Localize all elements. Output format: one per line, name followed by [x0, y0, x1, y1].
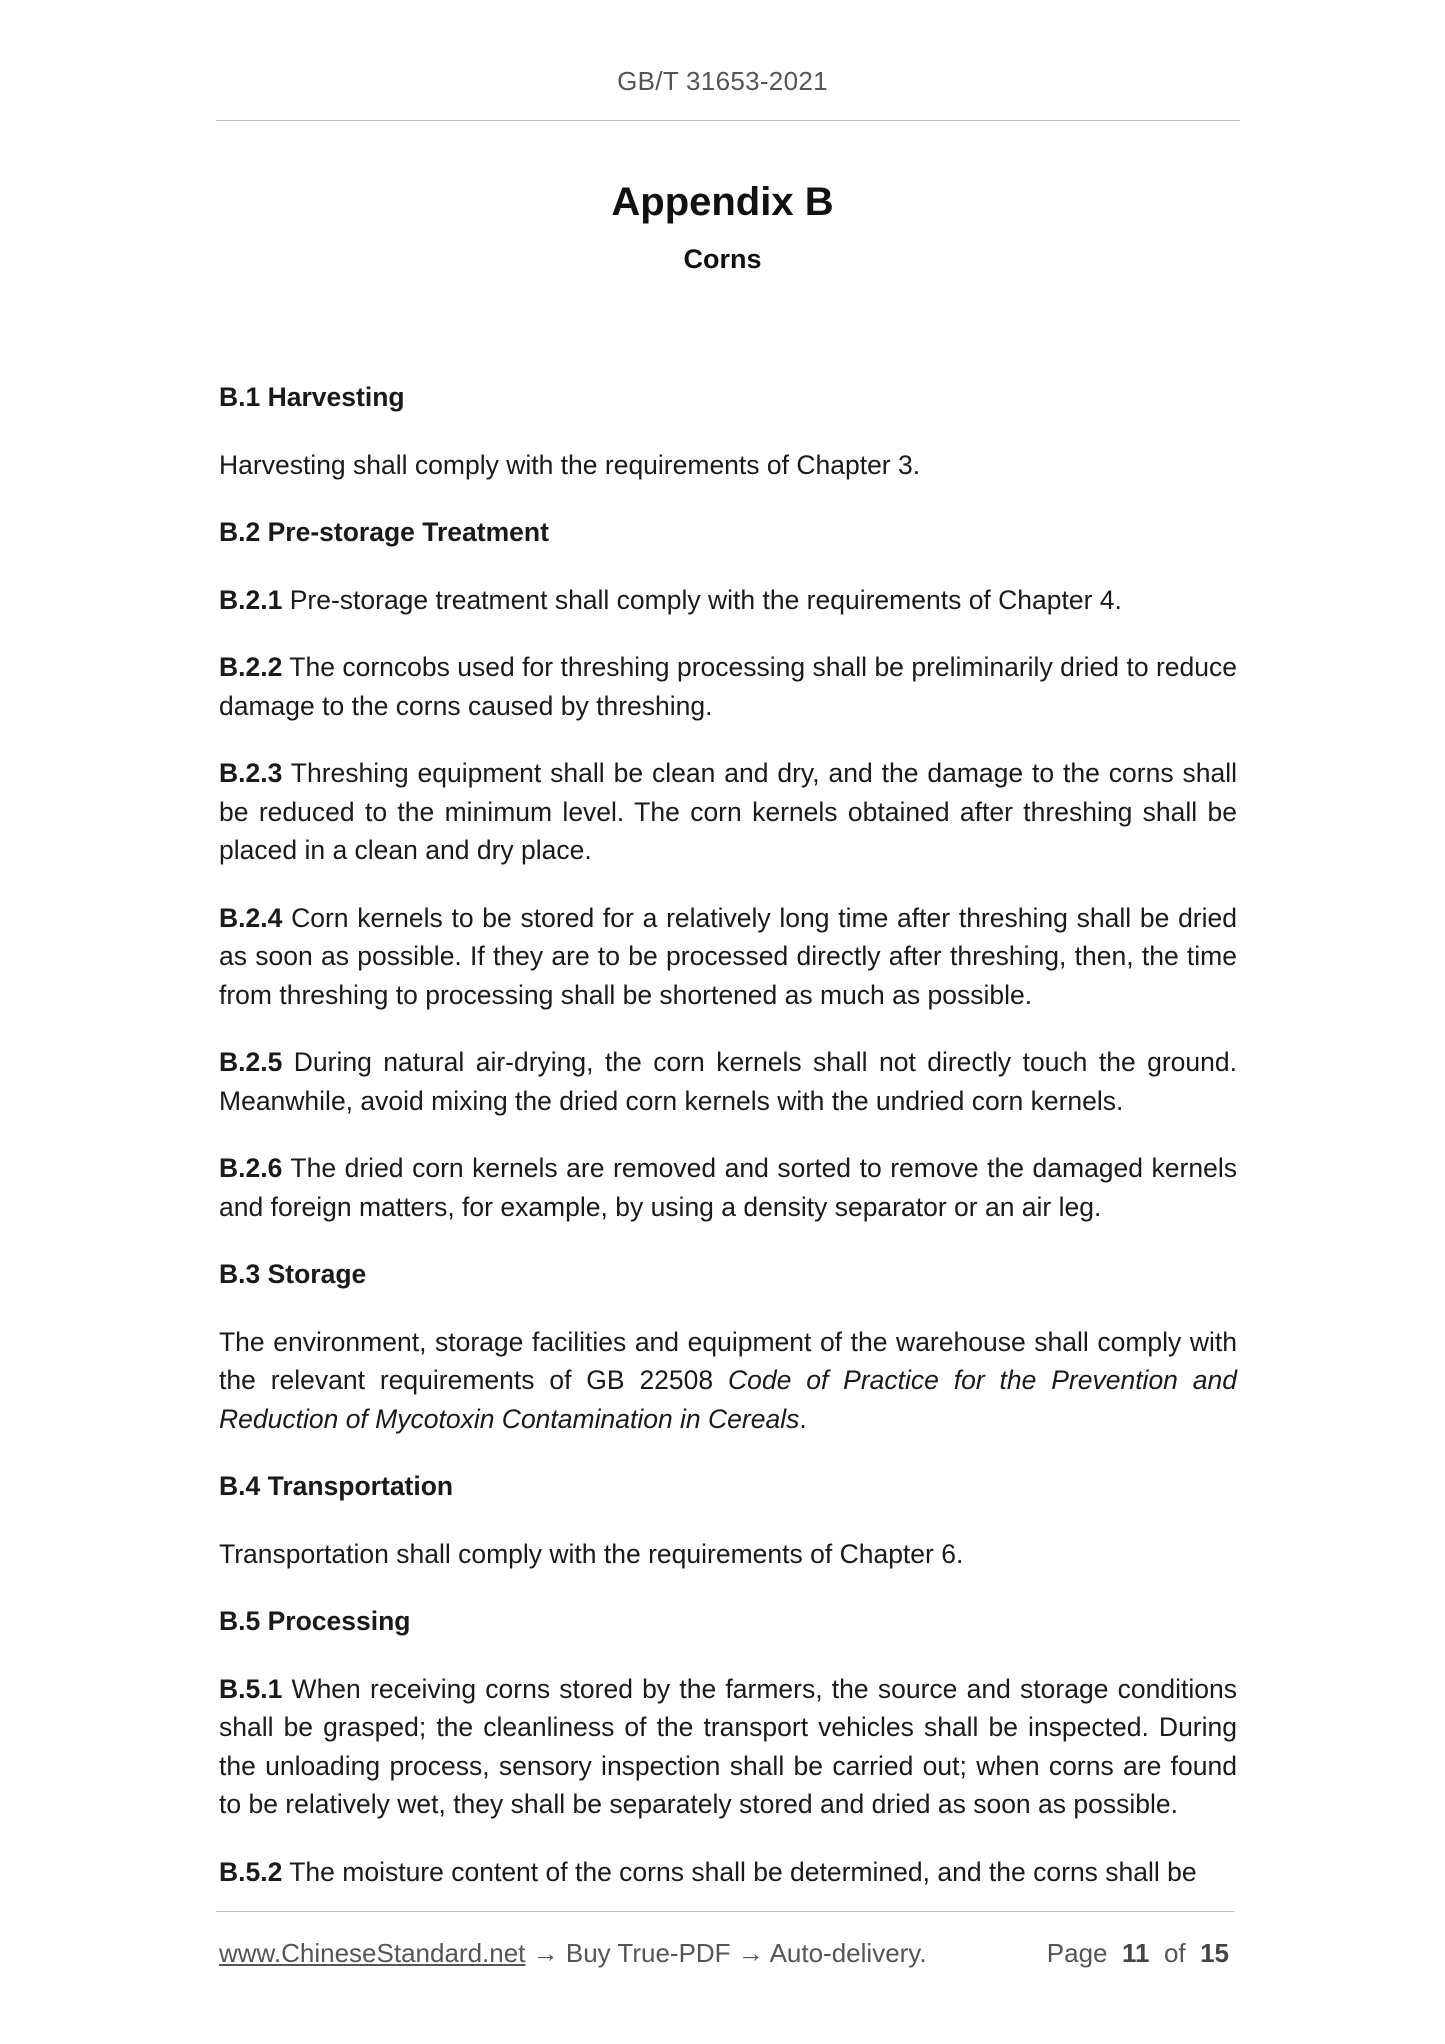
clause-number: B.2.1: [219, 584, 283, 615]
document-id-header: GB/T 31653-2021: [617, 66, 828, 96]
clause-b-5-2: [219, 1853, 1237, 1892]
section-b4-text: Transportation shall comply with the requirements of Chapter 6.: [219, 1538, 964, 1569]
page-footer: [219, 1938, 1229, 1969]
clause-b-2-2: [219, 648, 1237, 725]
clause-b-2-1: [219, 581, 1237, 620]
current-page-number: 11: [1121, 1938, 1150, 1968]
clause-number: B.2.4: [219, 902, 283, 933]
b3-text-before: The environment, storage facilities and equipment of the warehouse shall comply with the relevant requirements of GB 22508: [219, 1326, 1237, 1395]
footer-tagline: → Buy True-PDF → Auto-delivery.: [525, 1938, 927, 1968]
clause-b-2-3: [219, 754, 1237, 870]
header-divider: [216, 120, 1240, 121]
clause-text: When receiving corns stored by the farmers, the source and storage conditions shall be grasped; the cleanliness of the transport vehicles shall be inspected. During the unloading process, sensory inspection shall be carried out; when corns are found to be relatively wet, they shall be separately stored and dried as soon as possible.: [219, 1673, 1237, 1819]
document-body: [219, 378, 1237, 1920]
clause-number: B.2.6: [219, 1153, 283, 1183]
clause-number: B.2.3: [219, 758, 283, 788]
clause-b-2-5: [219, 1043, 1237, 1120]
clause-number: B.5.2: [219, 1856, 283, 1887]
clause-text: Threshing equipment shall be clean and dry, and the damage to the corns shall be reduced to the minimum level. The corn kernels obtained after threshing shall be placed in a clean and dry place.: [219, 758, 1237, 865]
total-pages-number: 15: [1200, 1938, 1229, 1968]
appendix-title: Appendix B: [611, 180, 834, 224]
section-heading-b1: B.1 Harvesting: [219, 382, 405, 412]
clause-text: The moisture content of the corns shall be determined, and the corns shall be: [282, 1856, 1197, 1887]
section-heading-b3: B.3 Storage: [219, 1259, 367, 1289]
clause-text: Pre-storage treatment shall comply with the requirements of Chapter 4.: [282, 584, 1122, 615]
clause-text: The corncobs used for threshing processing shall be preliminarily dried to reduce damage to the corns caused by threshing.: [219, 652, 1237, 721]
page-of-label: of: [1163, 1938, 1186, 1968]
clause-b-2-4: [219, 899, 1237, 1015]
clause-text: Corn kernels to be stored for a relatively long time after threshing shall be dried as soon as possible. If they are to be processed directly after threshing, then, the time from threshing to processing shall be shortened as much as possible.: [219, 902, 1237, 1010]
clause-number: B.2.5: [219, 1047, 283, 1077]
page-label: Page: [1046, 1938, 1108, 1968]
footer-divider: [216, 1911, 1234, 1912]
section-heading-b2: B.2 Pre-storage Treatment: [219, 517, 549, 547]
clause-number: B.5.1: [219, 1673, 283, 1704]
section-b1-text: Harvesting shall comply with the requirements of Chapter 3.: [219, 449, 921, 480]
clause-b-2-6: [219, 1149, 1237, 1226]
clause-number: B.2.2: [219, 652, 283, 682]
clause-text: During natural air-drying, the corn kernels shall not directly touch the ground. Meanwhile, avoid mixing the dried corn kernels with the undried corn kernels.: [219, 1047, 1237, 1116]
website-link[interactable]: www.ChineseStandard.net: [219, 1938, 526, 1968]
section-heading-b4: B.4 Transportation: [219, 1471, 454, 1501]
clause-text: The dried corn kernels are removed and sorted to remove the damaged kernels and foreign matters, for example, by using a density separator or an air leg.: [219, 1153, 1237, 1222]
section-heading-b5: B.5 Processing: [219, 1606, 411, 1636]
standard-title: Code of Practice for the Prevention and Reduction of Mycotoxin Contamination in Cereals: [219, 1365, 1237, 1434]
section-b3-text: [219, 1323, 1237, 1439]
page-indicator: [1047, 1938, 1229, 1969]
clause-b-5-1: [219, 1670, 1237, 1824]
appendix-subtitle: Corns: [683, 244, 762, 274]
b3-text-after: .: [799, 1403, 807, 1434]
